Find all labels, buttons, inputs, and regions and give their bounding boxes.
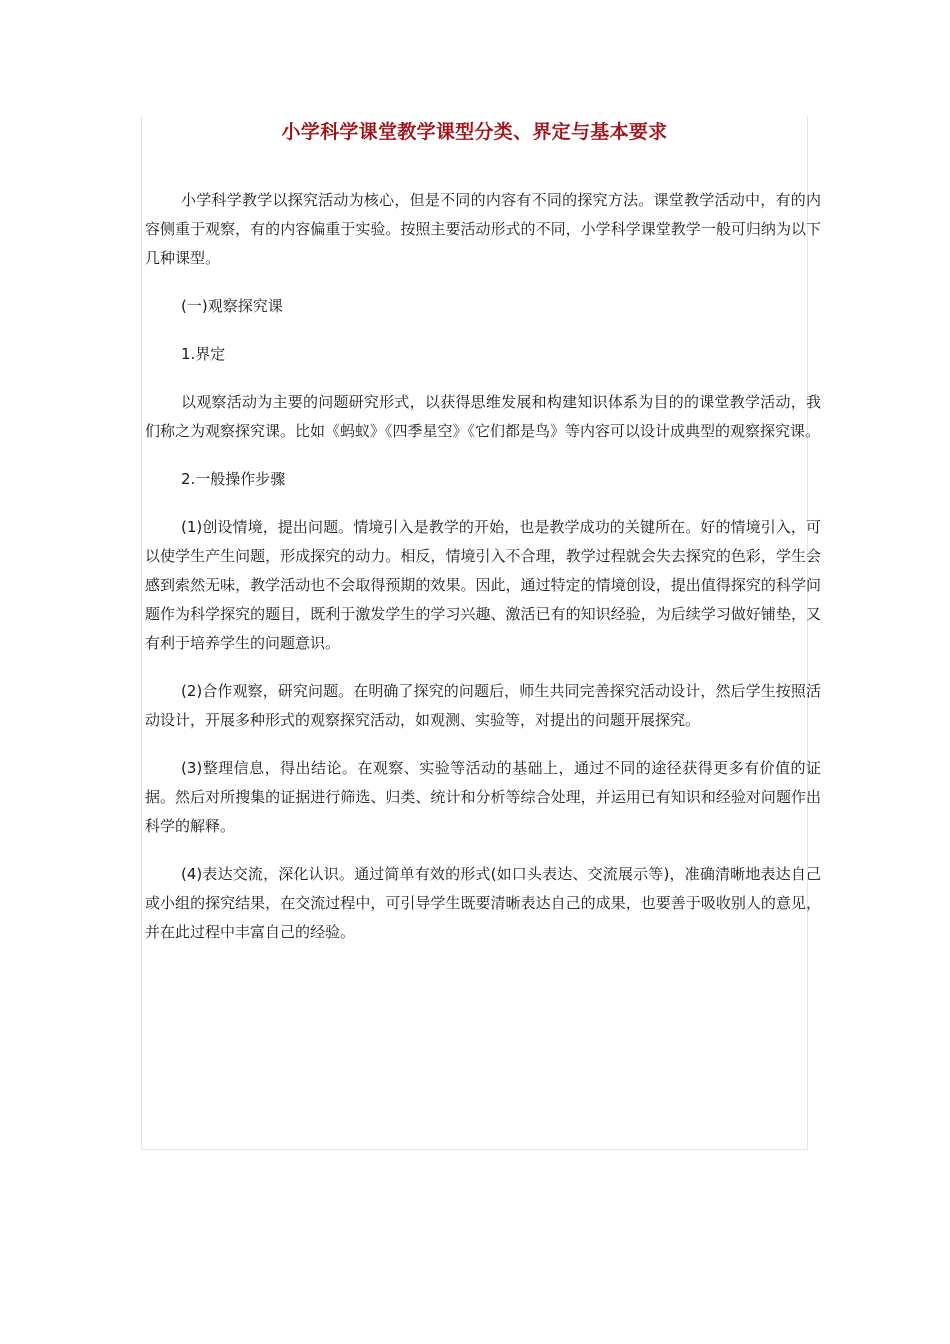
definition-paragraph: 以观察活动为主要的问题研究形式，以获得思维发展和构建知识体系为目的的课堂教学活动，我们称之为观察探究课。比如《蚂蚁》《四季星空》《它们都是鸟》等内容可以设计成典型的观察探究课。	[145, 393, 821, 440]
intro-paragraph: 小学科学教学以探究活动为核心，但是不同的内容有不同的探究方法。课堂教学活动中，有的内容侧重于观察，有的内容偏重于实验。按照主要活动形式的不同，小学科学课堂教学一般可归纳为以下几种课型。	[145, 191, 821, 267]
step-4-paragraph: (4)表达交流，深化认识。通过简单有效的形式(如口头表达、交流展示等)，准确清晰地表达自己或小组的探究结果，在交流过程中，可引导学生既要清晰表达自己的成果，也要善于吸收别人的意见，并在此过程中丰富自己的经验。	[145, 865, 821, 941]
section-heading-observation: (一)观察探究课	[181, 297, 283, 315]
subheading-steps: 2.一般操作步骤	[181, 470, 286, 488]
subheading-definition: 1.界定	[181, 345, 226, 363]
step-1-paragraph: (1)创设情境，提出问题。情境引入是教学的开始，也是教学成功的关键所在。好的情境引入，可以使学生产生问题，形成探究的动力。相反，情境引入不合理，教学过程就会失去探究的色彩，学生会感到索然无味，教学活动也不会取得预期的效果。因此，通过特定的情境创设，提出值得探究的科学问题作为科学探究的题目，既利于激发学生的学习兴趣、激活已有的知识经验，为后续学习做好铺垫，又有利于培养学生的问题意识。	[145, 518, 821, 652]
step-2-paragraph: (2)合作观察，研究问题。在明确了探究的问题后，师生共同完善探究活动设计，然后学生按照活动设计，开展多种形式的观察探究活动，如观测、实验等，对提出的问题开展探究。	[145, 682, 821, 729]
step-3-paragraph: (3)整理信息，得出结论。在观察、实验等活动的基础上，通过不同的途径获得更多有价值的证据。然后对所搜集的证据进行筛选、归类、统计和分析等综合处理，并运用已有知识和经验对问题作出科学的解释。	[145, 759, 821, 835]
document-title: 小学科学课堂教学课型分类、界定与基本要求	[281, 121, 668, 143]
document-body	[145, 186, 821, 966]
